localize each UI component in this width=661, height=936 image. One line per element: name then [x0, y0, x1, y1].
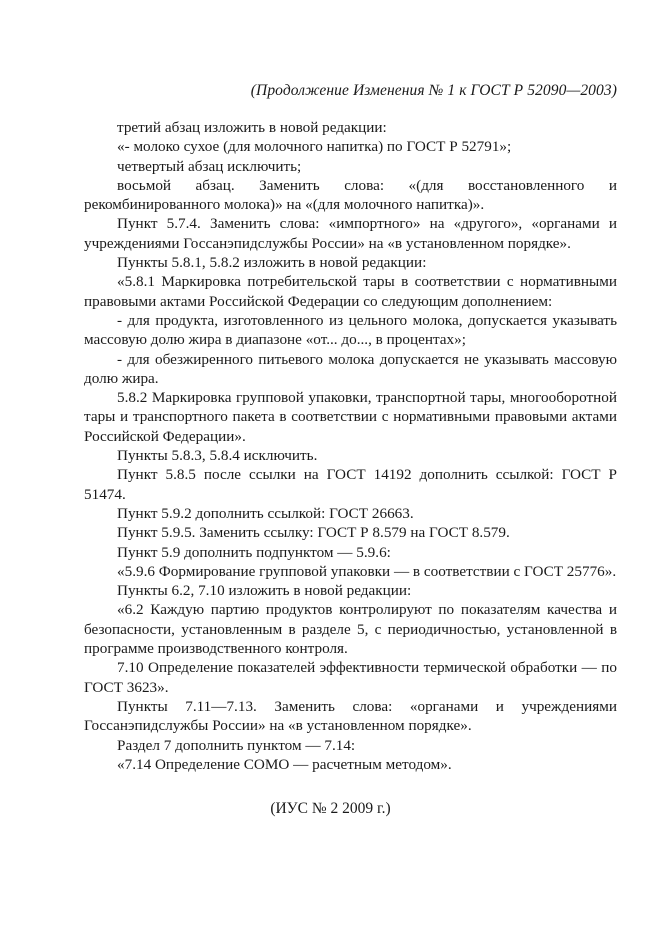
paragraph: 5.8.2 Маркировка групповой упаковки, транспортной тары, многооборотной тары и транспортного пакета в соответствии с нормативными правовыми актами Российской Федерации». — [84, 389, 617, 445]
page-header: (Продолжение Изменения № 1 к ГОСТ Р 52090—2003) — [250, 82, 617, 99]
paragraph: Пункт 5.8.5 после ссылки на ГОСТ 14192 дополнить ссылкой: ГОСТ Р 51474. — [84, 466, 617, 503]
paragraph: «7.14 Определение СОМО — расчетным методом». — [117, 755, 452, 773]
document-body — [84, 118, 617, 774]
paragraph: «5.9.6 Формирование групповой упаковки — в соответствии с ГОСТ 25776». — [117, 562, 617, 580]
paragraph: четвертый абзац исключить; — [117, 157, 302, 175]
paragraph: «6.2 Каждую партию продуктов контролируют по показателям качества и безопасности, установленным в разделе 5, с периодичностью, установленной в программе производственного контроля. — [84, 601, 617, 658]
paragraph: восьмой абзац. Заменить слова: «(для восстановленного и рекомбинированного молока)» на «(для молочного напитка)». — [84, 176, 617, 214]
paragraph: Пункты 6.2, 7.10 изложить в новой редакции: — [117, 582, 412, 600]
paragraph: Пункты 5.8.3, 5.8.4 исключить. — [117, 447, 318, 465]
paragraph: Пункты 5.8.1, 5.8.2 изложить в новой редакции: — [117, 254, 427, 272]
paragraph: - для продукта, изготовленного из цельного молока, допускается указывать массовую долю жира в диапазоне «от... до..., в процентах»; — [84, 311, 617, 349]
paragraph: Пункты 7.11—7.13. Заменить слова: «органами и учреждениями Госсанэпидслужбы России» на «в установленном порядке». — [84, 697, 617, 735]
page-footer: (ИУС № 2 2009 г.) — [270, 800, 391, 817]
paragraph: «- молоко сухое (для молочного напитка) по ГОСТ Р 52791»; — [117, 138, 512, 156]
paragraph: Пункт 5.9 дополнить подпунктом — 5.9.6: — [117, 543, 391, 561]
paragraph: Пункт 5.9.5. Заменить ссылку: ГОСТ Р 8.579 на ГОСТ 8.579. — [117, 524, 510, 542]
paragraph: - для обезжиренного питьевого молока допускается не указывать массовую долю жира. — [84, 350, 617, 387]
paragraph: Пункт 5.7.4. Заменить слова: «импортного» на «другого», «органами и учреждениями Госсанэпидслужбы России» на «в установленном порядке». — [84, 215, 617, 252]
paragraph: Пункт 5.9.2 дополнить ссылкой: ГОСТ 26663. — [117, 504, 414, 522]
paragraph: 7.10 Определение показателей эффективности термической обработки — по ГОСТ 3623». — [84, 659, 617, 696]
paragraph: «5.8.1 Маркировка потребительской тары в соответствии с нормативными правовыми актами Российской Федерации со следующим дополнением: — [84, 273, 617, 310]
paragraph: третий абзац изложить в новой редакции: — [117, 119, 387, 136]
paragraph: Раздел 7 дополнить пунктом — 7.14: — [117, 736, 356, 754]
